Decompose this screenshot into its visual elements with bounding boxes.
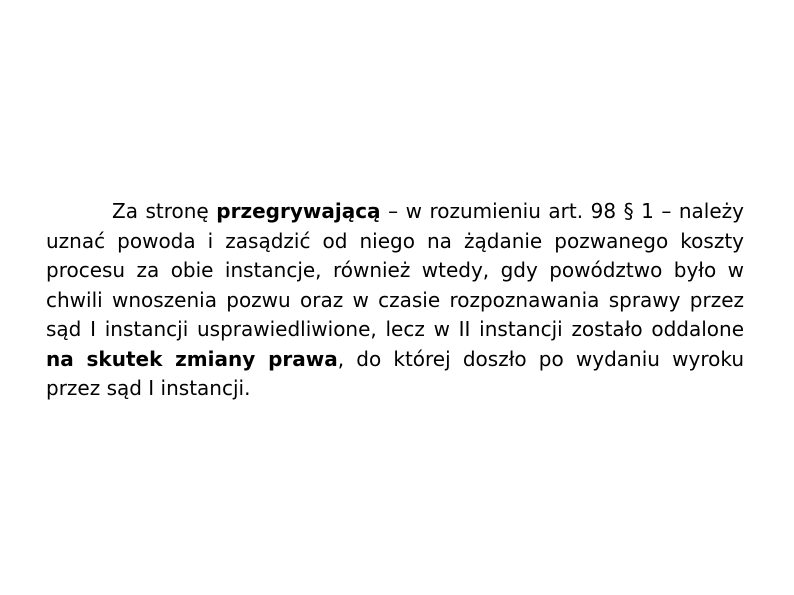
text-segment-closing: , do której doszło po wydaniu wyroku przez sąd I instancji. (46, 346, 744, 400)
emphasis-change-of-law: na skutek zmiany prawa (46, 346, 338, 371)
text-segment-body: – w rozumieniu art. 98 § 1 – należy uznać powoda i zasądzić od niego na żądanie pozwanego koszty procesu za obie instancje, również wtedy, gdy powództwo było w chwili wnoszenia pozwu oraz w czasie rozpoznawania sprawy przez sąd I instancji usprawiedliwione, lecz w II instancji zostało oddalone (46, 199, 745, 341)
legal-paragraph (46, 197, 744, 404)
text-segment-intro: Za stronę (112, 199, 217, 223)
emphasis-losing-party: przegrywającą (216, 199, 381, 223)
